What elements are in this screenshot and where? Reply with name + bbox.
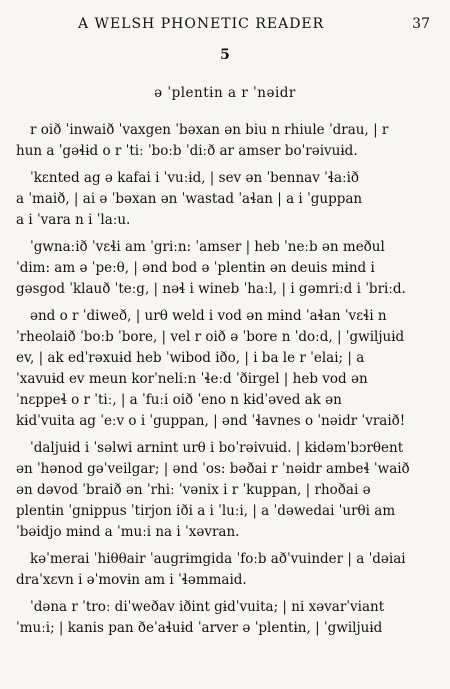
text-line: ˈgwnaːið ˈvɛɬi am ˈgriːn: ˈamser | heb ˈneːb ən meðul [30,239,385,255]
text-line: ˈbəidjo mɨnd a ˈmuːi na i ˈxəvran. [16,524,240,540]
paragraph [16,168,436,231]
text-line: ənd o r ˈdiweð, | urθ weld i vod ən mɨnd ˈaɬan ˈvɛɬi n [30,308,387,324]
text-line: ˈdəna r ˈtroː diˈweðav iðint gɨdˈvuita; | ni xəvarˈviant [30,599,385,615]
text-line: ˈkɛnted ag ə kafai i ˈvuːɨd, | sev ən ˈbennav ˈɬaːið [30,170,360,186]
text-line: ev, | ak edˈrəxuɨd heb ˈwibod iðo, | i ba le r ˈelai; | a [16,350,365,366]
text-line: a ˈmaið, | ai ə ˈbəxan ən ˈwastad ˈaɬan | a i ˈguppan [16,191,363,207]
text-line: plentɨn ˈgnippus ˈtirjon iði a i ˈluːi, | a ˈdəwedai ˈurθi am [16,503,396,519]
text-line: kəˈmerai ˈhiθθair ˈaugrɨmgida ˈfoːb aðˈvuinder | a ˈdəiai [30,551,406,567]
paragraph [16,306,436,432]
text-line: ˈxavuɨd ev meun korˈneliːn ˈɬeːd ˈðirgel | heb vod ən [16,371,368,387]
text-body [16,120,436,645]
page-number: 37 [412,16,430,32]
running-header [0,16,450,38]
text-line: gəsgod ˈklauð ˈteːg, | nəɬ i wineb ˈhaːl, | i gəmriːd i ˈbriːd. [16,281,406,297]
text-line: kɨdˈvuita ag ˈeːv o i ˈguppan, | ənd ˈɬavnes o ˈnəidr ˈvraið! [16,413,406,429]
text-line: ˈdim: am ə ˈpeːθ, | ənd bod ə ˈplentɨn ən deuis mɨnd i [16,260,375,276]
text-line: ˈdaljuɨd i ˈsəlwi arnint urθ i boˈrəivuɨd. | kɨdəmˈbɔrθent [30,440,404,456]
section-number: 5 [220,47,230,63]
paragraph [16,597,436,639]
text-line: ˈrheolaið ˈboːb ˈbore, | vel r oið ə ˈbore n ˈdoːd, | ˈgwiljuɨd [16,329,405,345]
text-title: ə ˈplentɨn a r ˈnəidr [154,85,296,101]
text-line: ən ˈhənod gəˈveilgar; | ənd ˈos: bəðai r ˈnəidr ambeɬ ˈwaið [16,461,410,477]
text-line: hun a ˈgəɬɨd o r ˈtiː ˈboːb ˈdiːð ar amser boˈrəivuɨd. [16,143,358,159]
text-line: ən dəvod ˈbraið ən ˈrhiː ˈvənix i r ˈkuppan, | rhoðai ə [16,482,371,498]
paragraph [16,549,436,591]
text-line: ˈnɛppeɬ o r ˈtiː, | a ˈfuːi oið ˈeno n kɨdˈəved ak ən [16,392,342,408]
paragraph [16,237,436,300]
paragraph [16,120,436,162]
text-line: draˈxɛvn i əˈmovɨn am i ˈɬəmmaid. [16,572,247,588]
text-line: r oið ˈinwaið ˈvaxgen ˈbəxan ən biu n rhiule ˈdrau, | r [30,122,389,138]
running-title: A WELSH PHONETIC READER [78,16,325,32]
text-line: a i ˈvara n i ˈlaːu. [16,212,131,228]
paragraph [16,438,436,543]
text-line: ˈmuːi; | kanis pan ðeˈaɬuɨd ˈarver ə ˈplentɨn, | ˈgwiljuɨd [16,620,383,636]
